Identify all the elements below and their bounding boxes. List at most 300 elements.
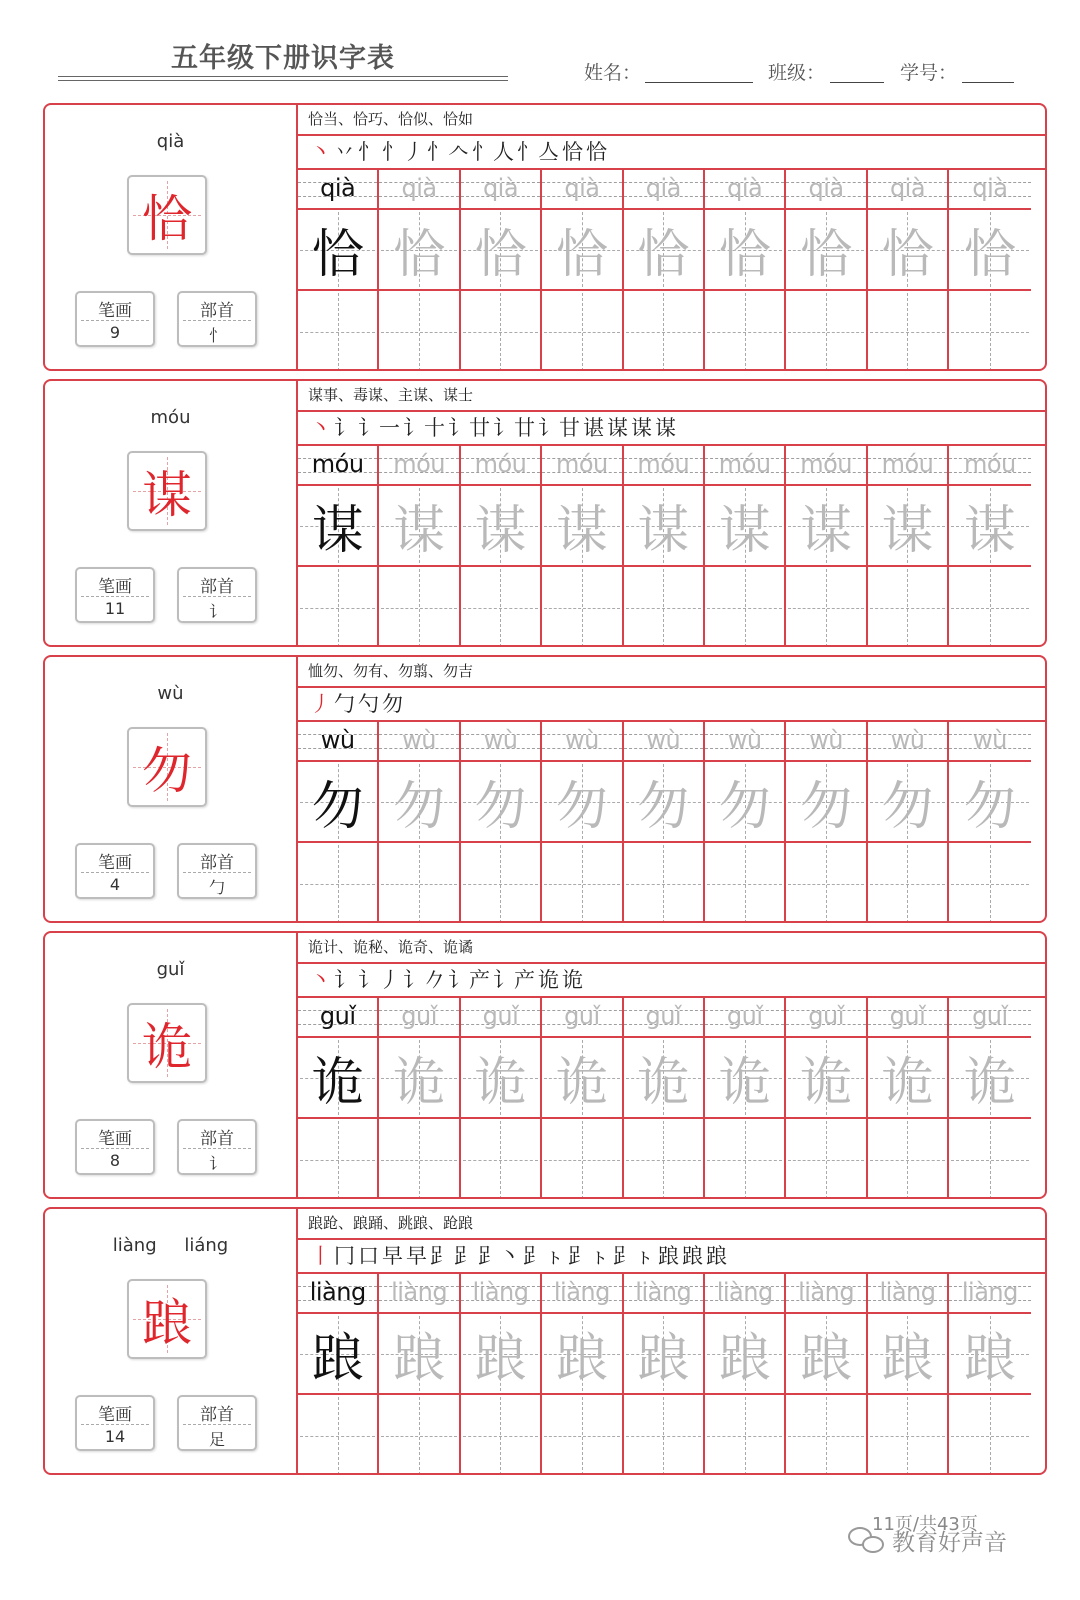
tracing-cell[interactable] — [868, 1314, 947, 1395]
card-pinyin-text: wù — [157, 683, 184, 704]
writing-cell[interactable] — [379, 567, 458, 647]
practice-column — [786, 446, 867, 647]
tracing-cell[interactable] — [786, 210, 865, 291]
tracing-cell[interactable] — [705, 210, 784, 291]
practice-column — [868, 1274, 949, 1475]
writing-cell[interactable] — [868, 1119, 947, 1199]
main-char-text: 踉 — [142, 1294, 192, 1352]
tracing-cell[interactable] — [542, 1314, 621, 1395]
pinyin-cell[interactable] — [949, 722, 1030, 762]
card-pinyin — [45, 1235, 296, 1256]
card-info-panel — [45, 1209, 298, 1473]
pinyin-cell[interactable] — [949, 446, 1030, 486]
practice-panel — [298, 105, 1045, 369]
grid-char-text: 勿 — [393, 777, 446, 837]
pinyin-cell[interactable] — [705, 722, 784, 762]
pinyin-cell[interactable] — [705, 170, 784, 210]
pinyin-cell[interactable] — [542, 1274, 621, 1314]
tracing-cell[interactable] — [379, 1038, 458, 1119]
practice-column — [379, 446, 460, 647]
pinyin-cell[interactable] — [624, 722, 703, 762]
grid-pinyin-text: qià — [972, 174, 1008, 202]
grid-pinyin-text: liàng — [635, 1278, 692, 1306]
stroke-step: 忄丿 — [382, 140, 424, 164]
tracing-cell — [298, 1314, 377, 1395]
stroke-step: 忄𠆢 — [427, 140, 469, 164]
grid-pinyin-text: móu — [555, 450, 608, 478]
pinyin-cell[interactable] — [461, 722, 540, 762]
tracing-cell[interactable] — [705, 1038, 784, 1119]
wechat-icon — [848, 1527, 886, 1555]
watermark-text: 教育好声音 — [892, 1530, 1007, 1556]
card-info-panel — [45, 933, 298, 1197]
tracing-cell[interactable] — [949, 1314, 1030, 1395]
tracing-cell[interactable] — [461, 210, 540, 291]
grid-char-text: 恰 — [393, 225, 446, 285]
writing-cell[interactable] — [461, 291, 540, 371]
grid-char-text: 踉 — [637, 1329, 690, 1389]
stroke-step: 丿 — [310, 692, 331, 716]
tracing-cell[interactable] — [542, 486, 621, 567]
main-char-text: 恰 — [142, 190, 192, 248]
writing-cell[interactable] — [949, 567, 1030, 647]
grid-pinyin-text: liàng — [391, 1278, 448, 1306]
pinyin-cell[interactable] — [461, 170, 540, 210]
writing-cell[interactable] — [949, 843, 1030, 923]
character-card — [43, 103, 1047, 371]
writing-cell[interactable] — [868, 843, 947, 923]
card-pinyin — [45, 959, 296, 980]
grid-pinyin-text: guǐ — [319, 1002, 356, 1030]
pinyin-cell[interactable] — [868, 1274, 947, 1314]
stroke-order — [298, 1240, 1045, 1274]
tracing-cell[interactable] — [624, 1038, 703, 1119]
tracing-cell[interactable] — [786, 1314, 865, 1395]
stroke-step: 诡 — [538, 968, 559, 992]
grid-char-text: 勿 — [718, 777, 771, 837]
tracing-cell[interactable] — [949, 762, 1030, 843]
pinyin-cell[interactable] — [542, 170, 621, 210]
practice-column — [379, 170, 460, 371]
practice-column — [624, 722, 705, 923]
pinyin-cell[interactable] — [461, 1274, 540, 1314]
radical-label: 部首 — [200, 1405, 234, 1425]
tracing-cell[interactable] — [624, 486, 703, 567]
id-label: 学号： — [900, 62, 958, 84]
grid-char-text: 诡 — [800, 1053, 853, 1113]
pinyin-cell[interactable] — [542, 998, 621, 1038]
practice-column — [379, 1274, 460, 1475]
writing-cell[interactable] — [624, 291, 703, 371]
tracing-cell[interactable] — [949, 210, 1030, 291]
writing-cell[interactable] — [786, 291, 865, 371]
grid-char-text: 诡 — [555, 1053, 608, 1113]
tracing-cell — [298, 1038, 377, 1119]
card-pinyin — [45, 683, 296, 704]
tracing-cell[interactable] — [461, 1314, 540, 1395]
radical-label: 部首 — [200, 1129, 234, 1149]
grid-char-text: 恰 — [718, 225, 771, 285]
stroke-step: 丶 — [310, 140, 331, 164]
grid-pinyin-text: liàng — [716, 1278, 773, 1306]
pinyin-cell[interactable] — [786, 170, 865, 210]
tracing-cell — [298, 762, 377, 843]
practice-column — [542, 722, 623, 923]
tracing-cell[interactable] — [461, 1038, 540, 1119]
card-main-char — [127, 451, 207, 531]
card-pinyin-text: guǐ — [156, 959, 185, 980]
grid-char-text: 谋 — [800, 501, 853, 561]
pinyin-cell[interactable] — [949, 1274, 1030, 1314]
practice-column — [298, 1274, 379, 1475]
tracing-cell[interactable] — [949, 1038, 1030, 1119]
pinyin-cell[interactable] — [786, 446, 865, 486]
writing-cell[interactable] — [949, 1395, 1030, 1475]
grid-char-text: 谋 — [474, 501, 527, 561]
radical-value: 足 — [208, 1430, 225, 1449]
stroke-step: 勺 — [358, 692, 379, 716]
writing-cell[interactable] — [868, 1395, 947, 1475]
pinyin-cell[interactable] — [868, 170, 947, 210]
writing-cell[interactable] — [624, 1119, 703, 1199]
stroke-step: 勹 — [334, 692, 355, 716]
practice-column — [786, 170, 867, 371]
word-list: 恤勿、勿有、勿翦、勿吉 — [298, 657, 1045, 688]
stroke-step: 讠一 — [358, 416, 400, 440]
tracing-cell[interactable] — [542, 1038, 621, 1119]
writing-cell[interactable] — [705, 291, 784, 371]
title-underline-2 — [58, 80, 508, 81]
practice-grid — [298, 446, 1045, 647]
character-card — [43, 1207, 1047, 1475]
stroke-step: 丷 — [334, 140, 355, 164]
radical-box — [177, 843, 257, 899]
stroke-step: 丨 — [310, 1244, 331, 1268]
writing-cell[interactable] — [705, 843, 784, 923]
practice-column — [868, 998, 949, 1199]
tracing-cell[interactable] — [786, 1038, 865, 1119]
practice-column — [705, 998, 786, 1199]
stroke-step: 讠产 — [448, 968, 490, 992]
writing-cell[interactable] — [298, 843, 377, 923]
stroke-step: 忄 — [358, 140, 379, 164]
grid-pinyin-text: qià — [645, 174, 681, 202]
tracing-cell[interactable] — [624, 1314, 703, 1395]
pinyin-cell[interactable] — [868, 722, 947, 762]
practice-column — [705, 446, 786, 647]
pinyin-cell[interactable] — [379, 998, 458, 1038]
card-pinyin — [45, 131, 296, 152]
stroke-order — [298, 136, 1045, 170]
stroke-step: 讠甘 — [538, 416, 580, 440]
grid-char-text: 恰 — [474, 225, 527, 285]
grid-pinyin-text: wù — [320, 726, 355, 754]
tracing-cell[interactable] — [624, 762, 703, 843]
card-main-char — [127, 175, 207, 255]
grid-pinyin-text: liàng — [879, 1278, 936, 1306]
strokes-box — [75, 291, 155, 347]
grid-pinyin-text: qià — [320, 174, 356, 202]
pinyin-cell — [298, 722, 377, 762]
grid-char-text: 谋 — [393, 501, 446, 561]
grid-pinyin-text: liàng — [472, 1278, 529, 1306]
writing-cell[interactable] — [786, 1119, 865, 1199]
grid-pinyin-text: liàng — [961, 1278, 1018, 1306]
strokes-label: 笔画 — [98, 1405, 132, 1425]
tracing-cell — [298, 486, 377, 567]
pinyin-cell[interactable] — [542, 446, 621, 486]
pinyin-cell[interactable] — [705, 446, 784, 486]
writing-cell[interactable] — [542, 1119, 621, 1199]
practice-panel — [298, 381, 1045, 645]
tracing-cell[interactable] — [461, 762, 540, 843]
practice-column — [298, 998, 379, 1199]
writing-cell[interactable] — [786, 843, 865, 923]
writing-cell[interactable] — [949, 291, 1030, 371]
pinyin-cell[interactable] — [786, 998, 865, 1038]
pinyin-cell[interactable] — [786, 722, 865, 762]
pinyin-cell[interactable] — [461, 998, 540, 1038]
stroke-step: 𧾷ㇳ — [523, 1244, 565, 1268]
writing-cell[interactable] — [868, 291, 947, 371]
writing-cell[interactable] — [949, 1119, 1030, 1199]
card-pinyin-text: liáng — [184, 1235, 229, 1256]
tracing-cell[interactable] — [868, 1038, 947, 1119]
strokes-value: 14 — [104, 1427, 126, 1446]
tracing-cell[interactable] — [379, 762, 458, 843]
writing-cell[interactable] — [624, 1395, 703, 1475]
grid-pinyin-text: móu — [393, 450, 445, 478]
character-card — [43, 655, 1047, 923]
tracing-cell[interactable] — [786, 762, 865, 843]
tracing-cell[interactable] — [461, 486, 540, 567]
writing-cell[interactable] — [461, 843, 540, 923]
grid-pinyin-text: guǐ — [889, 1002, 926, 1030]
writing-cell[interactable] — [624, 843, 703, 923]
grid-pinyin-text: móu — [311, 450, 364, 478]
stroke-step: 勿 — [382, 692, 403, 716]
title-underline — [58, 76, 508, 77]
pinyin-cell — [298, 446, 377, 486]
writing-cell[interactable] — [461, 1395, 540, 1475]
writing-cell[interactable] — [298, 567, 377, 647]
practice-column — [949, 722, 1030, 923]
pinyin-cell[interactable] — [624, 998, 703, 1038]
grid-pinyin-text: móu — [800, 450, 852, 478]
writing-cell[interactable] — [298, 1395, 377, 1475]
practice-panel — [298, 1209, 1045, 1473]
practice-column — [298, 170, 379, 371]
stroke-step: 讠𠂊 — [403, 968, 445, 992]
writing-cell[interactable] — [379, 843, 458, 923]
grid-char-text: 勿 — [474, 777, 527, 837]
writing-cell[interactable] — [705, 1119, 784, 1199]
stroke-step: 讠廿 — [493, 416, 535, 440]
practice-column — [786, 722, 867, 923]
id-field[interactable] — [962, 82, 1014, 83]
tracing-cell[interactable] — [705, 486, 784, 567]
radical-box — [177, 1119, 257, 1175]
strokes-label: 笔画 — [98, 301, 132, 321]
writing-cell[interactable] — [379, 291, 458, 371]
tracing-cell[interactable] — [542, 762, 621, 843]
tracing-cell[interactable] — [705, 762, 784, 843]
tracing-cell[interactable] — [868, 762, 947, 843]
card-main-char — [127, 727, 207, 807]
grid-pinyin-text: qià — [727, 174, 763, 202]
grid-pinyin-text: wù — [972, 726, 1007, 754]
practice-column — [542, 446, 623, 647]
pinyin-cell[interactable] — [379, 722, 458, 762]
stroke-step: 讠 — [334, 968, 355, 992]
pinyin-cell[interactable] — [868, 446, 947, 486]
class-label: 班级： — [768, 62, 826, 84]
page-number: 11页/共43页 — [872, 1514, 978, 1535]
tracing-cell[interactable] — [624, 210, 703, 291]
pinyin-cell[interactable] — [705, 1274, 784, 1314]
tracing-cell[interactable] — [379, 210, 458, 291]
pinyin-cell[interactable] — [786, 1274, 865, 1314]
pinyin-cell[interactable] — [705, 998, 784, 1038]
grid-char-text: 踉 — [474, 1329, 527, 1389]
pinyin-cell[interactable] — [379, 1274, 458, 1314]
grid-pinyin-text: guǐ — [401, 1002, 437, 1030]
practice-column — [868, 446, 949, 647]
practice-column — [705, 722, 786, 923]
tracing-cell[interactable] — [542, 210, 621, 291]
radical-value: 忄 — [208, 326, 225, 345]
practice-column — [298, 446, 379, 647]
tracing-cell — [298, 210, 377, 291]
grid-char-text: 恰 — [963, 225, 1016, 285]
pinyin-cell[interactable] — [949, 170, 1030, 210]
tracing-cell[interactable] — [949, 486, 1030, 567]
grid-char-text: 谋 — [311, 501, 364, 561]
pinyin-cell[interactable] — [868, 998, 947, 1038]
grid-char-text: 勿 — [800, 777, 853, 837]
main-char-text: 谋 — [142, 466, 192, 524]
stroke-step: 谌 — [583, 416, 604, 440]
practice-column — [624, 1274, 705, 1475]
pinyin-cell[interactable] — [624, 1274, 703, 1314]
grid-char-text: 勿 — [963, 777, 1016, 837]
practice-column — [379, 998, 460, 1199]
card-info-panel — [45, 105, 298, 369]
pinyin-cell[interactable] — [624, 446, 703, 486]
pinyin-cell[interactable] — [542, 722, 621, 762]
practice-column — [461, 998, 542, 1199]
writing-cell[interactable] — [461, 1119, 540, 1199]
practice-column — [705, 170, 786, 371]
grid-pinyin-text: qià — [482, 174, 519, 202]
writing-cell[interactable] — [542, 1395, 621, 1475]
grid-char-text: 诡 — [637, 1053, 690, 1113]
practice-column — [461, 722, 542, 923]
stroke-step: 讠丿 — [358, 968, 400, 992]
writing-cell[interactable] — [868, 567, 947, 647]
character-card — [43, 931, 1047, 1199]
writing-cell[interactable] — [786, 567, 865, 647]
grid-char-text: 恰 — [637, 225, 690, 285]
grid-pinyin-text: wù — [483, 726, 518, 754]
tracing-cell[interactable] — [786, 486, 865, 567]
writing-cell[interactable] — [379, 1395, 458, 1475]
grid-pinyin-text: guǐ — [482, 1002, 519, 1030]
grid-char-text: 谋 — [637, 501, 690, 561]
grid-char-text: 恰 — [800, 225, 853, 285]
grid-char-text: 勿 — [555, 777, 608, 837]
pinyin-cell[interactable] — [949, 998, 1030, 1038]
grid-char-text: 踉 — [718, 1329, 771, 1389]
stroke-step: 谋 — [655, 416, 676, 440]
practice-column — [624, 170, 705, 371]
writing-cell[interactable] — [705, 567, 784, 647]
grid-char-text: 踉 — [393, 1329, 446, 1389]
class-field[interactable] — [830, 82, 884, 83]
writing-cell[interactable] — [461, 567, 540, 647]
name-field[interactable] — [645, 82, 753, 83]
stroke-step: 诡 — [562, 968, 583, 992]
page-title: 五年级下册识字表 — [171, 43, 395, 74]
writing-cell[interactable] — [624, 567, 703, 647]
radical-value: 讠 — [208, 1154, 225, 1173]
tracing-cell[interactable] — [705, 1314, 784, 1395]
grid-char-text: 勿 — [311, 777, 364, 837]
practice-column — [949, 170, 1030, 371]
grid-char-text: 恰 — [881, 225, 934, 285]
writing-cell[interactable] — [786, 1395, 865, 1475]
tracing-cell[interactable] — [379, 486, 458, 567]
card-pinyin-text: qià — [156, 131, 185, 152]
grid-pinyin-text: liàng — [309, 1278, 366, 1306]
grid-char-text: 诡 — [311, 1053, 364, 1113]
stroke-step: 讠廿 — [448, 416, 490, 440]
writing-cell[interactable] — [298, 291, 377, 371]
stroke-step: 踉 — [682, 1244, 703, 1268]
writing-cell[interactable] — [542, 843, 621, 923]
writing-cell[interactable] — [542, 567, 621, 647]
tracing-cell[interactable] — [868, 486, 947, 567]
pinyin-cell[interactable] — [379, 446, 458, 486]
writing-cell[interactable] — [705, 1395, 784, 1475]
grid-pinyin-text: móu — [963, 450, 1016, 478]
practice-column — [868, 170, 949, 371]
stroke-step: 早 — [382, 1244, 403, 1268]
strokes-box — [75, 1119, 155, 1175]
grid-char-text: 诡 — [393, 1053, 446, 1113]
card-pinyin-text: móu — [150, 407, 191, 428]
practice-column — [461, 1274, 542, 1475]
grid-char-text: 诡 — [881, 1053, 934, 1113]
pinyin-cell[interactable] — [379, 170, 458, 210]
writing-cell[interactable] — [379, 1119, 458, 1199]
tracing-cell[interactable] — [868, 210, 947, 291]
writing-cell[interactable] — [298, 1119, 377, 1199]
stroke-step: 踉 — [706, 1244, 727, 1268]
grid-pinyin-text: móu — [718, 450, 771, 478]
stroke-step: 早 — [406, 1244, 427, 1268]
tracing-cell[interactable] — [379, 1314, 458, 1395]
radical-label: 部首 — [200, 301, 234, 321]
grid-char-text: 诡 — [474, 1053, 527, 1113]
pinyin-cell[interactable] — [624, 170, 703, 210]
strokes-value: 9 — [109, 323, 121, 342]
word-list: 踉跄、踉踊、跳踉、跄踉 — [298, 1209, 1045, 1240]
strokes-box — [75, 843, 155, 899]
writing-cell[interactable] — [542, 291, 621, 371]
stroke-step: 𧾷 — [454, 1244, 475, 1268]
pinyin-cell[interactable] — [461, 446, 540, 486]
